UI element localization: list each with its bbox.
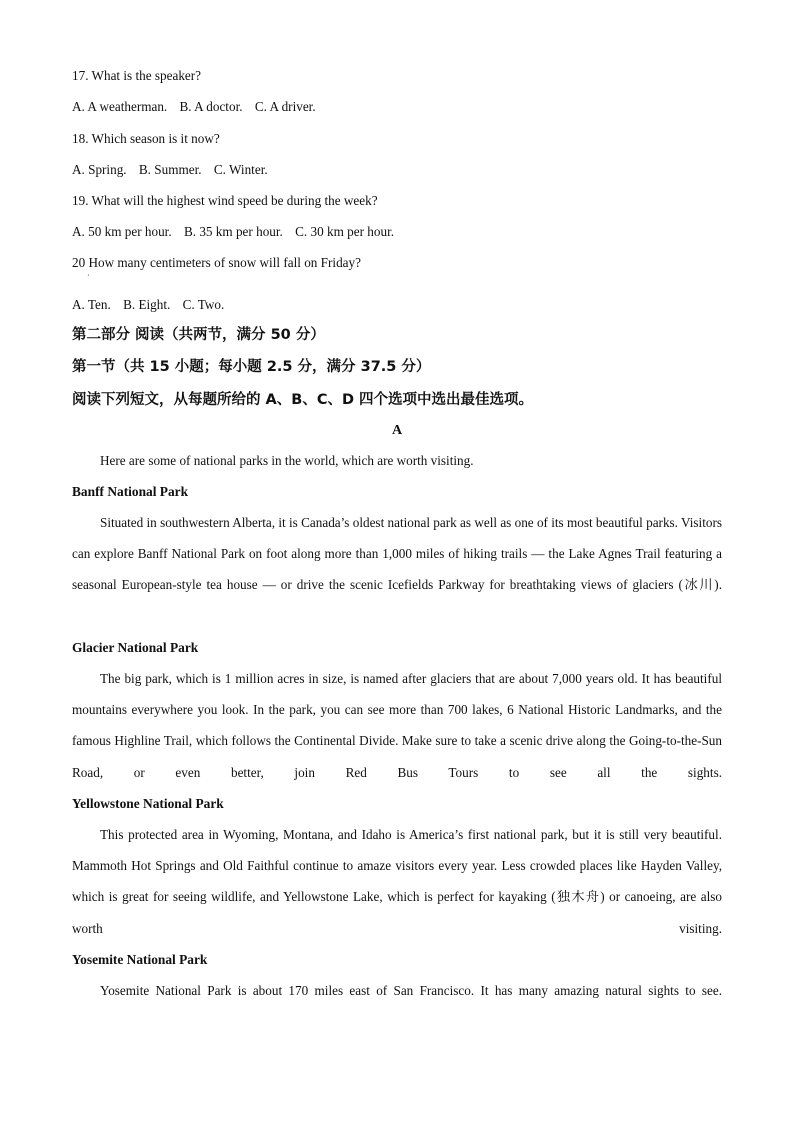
option-c: C. A driver. xyxy=(254,99,316,114)
option-a: A. 50 km per hour. xyxy=(72,224,172,239)
park-text-yellowstone: This protected area in Wyoming, Montana, and Idaho is America’s first national park, but it is still very beautiful. Mammoth Hot Springs and Old Faithful continue to amaze visitors every year. Less crowded places like Hayden Valley, which is great for seeing wildlife, and Yellowstone Lake, which is perfect for kayaking (独木舟) or canoeing, are also worth visiting. xyxy=(72,827,722,936)
option-a: A. Spring. xyxy=(72,162,127,177)
park-title-yosemite: Yosemite National Park xyxy=(72,952,208,967)
part-title: 第二部分 阅读（共两节，满分 50 分） xyxy=(72,327,325,343)
park-text-yosemite: Yosemite National Park is about 170 miles east of San Francisco. It has many amazing natural sights to see. xyxy=(100,983,722,998)
option-b: B. 35 km per hour. xyxy=(183,224,283,239)
option-c: C. Two. xyxy=(182,297,225,312)
question-18: 18. Which season is it now? xyxy=(72,131,220,146)
option-c: C. 30 km per hour. xyxy=(295,224,395,239)
question-20-options xyxy=(72,297,224,313)
park-title-glacier: Glacier National Park xyxy=(72,640,199,655)
question-19-options xyxy=(72,224,394,240)
question-19: 19. What will the highest wind speed be during the week? xyxy=(72,193,378,208)
stray-dot: · xyxy=(87,271,90,280)
question-17: 17. What is the speaker? xyxy=(72,68,202,83)
option-b: B. Summer. xyxy=(138,162,202,177)
option-b: B. Eight. xyxy=(123,297,171,312)
option-c: C. Winter. xyxy=(213,162,268,177)
question-17-options xyxy=(72,99,316,115)
passage-intro: Here are some of national parks in the world, which are worth visiting. xyxy=(100,453,474,468)
park-title-yellowstone: Yellowstone National Park xyxy=(72,796,224,811)
park-title-banff: Banff National Park xyxy=(72,484,189,499)
instruction: 阅读下列短文，从每题所给的 A、B、C、D 四个选项中选出最佳选项。 xyxy=(72,392,534,408)
section-title: 第一节（共 15 小题；每小题 2.5 分，满分 37.5 分） xyxy=(72,359,431,375)
passage-letter: A xyxy=(391,423,403,438)
option-b: B. A doctor. xyxy=(179,99,243,114)
option-a: A. Ten. xyxy=(72,297,111,312)
question-18-options xyxy=(72,162,268,178)
question-20: 20 How many centimeters of snow will fall on Friday? xyxy=(72,255,361,270)
park-text-banff: Situated in southwestern Alberta, it is Canada’s oldest national park as well as one of its most beautiful parks. Visitors can explore Banff National Park on foot along more than 1,000 miles of hiking trails — the Lake Agnes Trail featuring a seasonal European-style tea house — or drive the scenic Icefields Parkway for breathtaking views of glaciers (冰川). xyxy=(72,515,722,593)
park-text-glacier: The big park, which is 1 million acres in size, is named after glaciers that are about 7,000 years old. It has beautiful mountains everywhere you look. In the park, you can see more than 700 lakes, 6 National Historic Landmarks, and the famous Highline Trail, which follows the Continental Divide. Make sure to take a scenic drive along the Going-to-the-Sun Road, or even better, join Red Bus Tours to see all the sights. xyxy=(72,671,722,780)
option-a: A. A weatherman. xyxy=(72,99,168,114)
